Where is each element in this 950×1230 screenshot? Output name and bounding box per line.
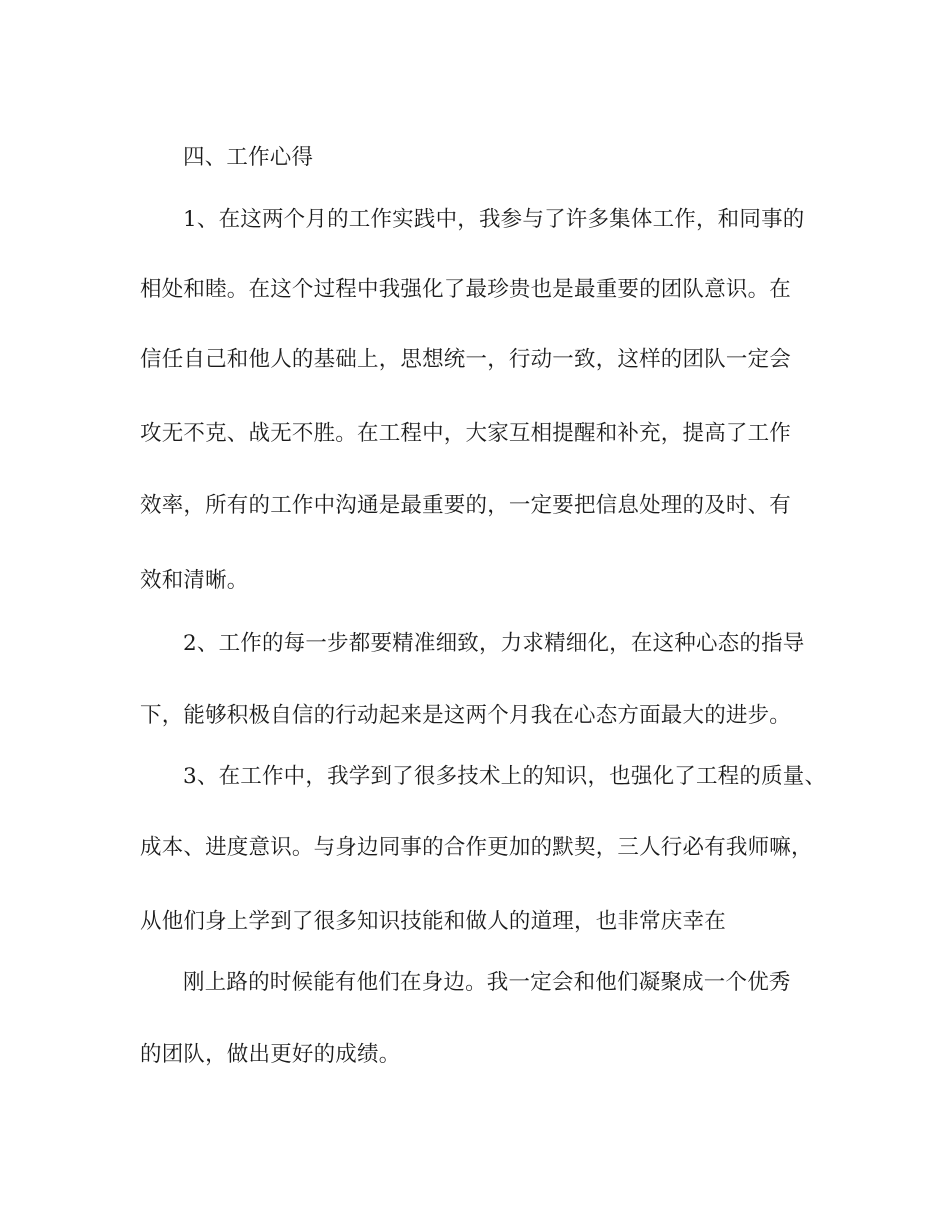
paragraph-line: 信任自己和他人的基础上，思想统一，行动一致，这样的团队一定会 — [140, 347, 792, 372]
paragraph-line: 下，能够积极自信的行动起来是这两个月我在心态方面最大的进步。 — [140, 703, 792, 728]
paragraph-line: 的团队，做出更好的成绩。 — [140, 1042, 401, 1067]
paragraph-line: 效和清晰。 — [140, 568, 249, 593]
paragraph-line: 成本、进度意识。与身边同事的合作更加的默契，三人行必有我师嘛， — [140, 835, 813, 860]
paragraph-line: 从他们身上学到了很多知识技能和做人的道理，也非常庆幸在 — [140, 909, 726, 934]
paragraph-line: 相处和睦。在这个过程中我强化了最珍贵也是最重要的团队意识。在 — [140, 277, 792, 302]
section-heading: 四、工作心得 — [183, 145, 314, 170]
paragraph-line: 刚上路的时候能有他们在身边。我一定会和他们凝聚成一个优秀 — [183, 970, 791, 995]
paragraph-line: 3、在工作中，我学到了很多技术上的知识，也强化了工程的质量、 — [183, 764, 827, 789]
paragraph-line: 2、工作的每一步都要精准细致，力求精细化，在这种心态的指导 — [183, 631, 805, 656]
paragraph-line: 攻无不克、战无不胜。在工程中，大家互相提醒和补充，提高了工作 — [140, 421, 792, 446]
paragraph-line: 效率，所有的工作中沟通是最重要的，一定要把信息处理的及时、有 — [140, 493, 792, 518]
paragraph-line: 1、在这两个月的工作实践中，我参与了许多集体工作，和同事的 — [183, 207, 805, 232]
